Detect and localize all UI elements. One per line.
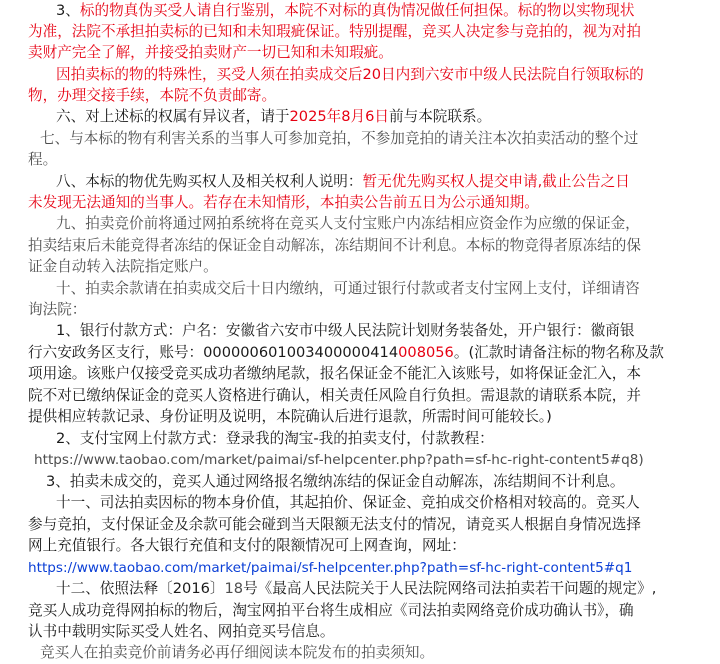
item-3-pickup-line-1: 因拍卖标的物的特殊性，买受人须在拍卖成交后20日内到六安市中级人民法院自行领取标的	[56, 66, 644, 83]
item-3-line-1	[0, 0, 720, 22]
item-8-line-2: 未发现无法通知的当事人。若存在未知情形，本拍卖公告前五日为公示通知期。	[28, 194, 539, 211]
item-10-line-1: 十、拍卖余款请在拍卖成交后十日内缴纳，可通过银行付款或者支付宝网上支付，详细请咨	[56, 280, 640, 297]
item-7-line-2: 程。	[28, 151, 58, 168]
item-3-text: 标的物真伪买受人请自行鉴别，本院不对标的真伪情况做任何担保。标的物以实物现状	[79, 2, 635, 19]
regulation-number: 18	[224, 580, 244, 597]
item-3-line-3: 卖财产完全了解，并接受拍卖财产一切已知和未知瑕疵。	[28, 44, 393, 61]
item-11-line-2: 参与竞拍，支付保证金及余款可能会碰到当天限额无法支付的情况，请竞买人根据自身情况选择	[28, 516, 641, 533]
item-3-number: 3、	[56, 2, 80, 19]
item-12-line-2: 竞买人成功竞得网拍标的物后，淘宝网拍平台将生成相应《司法拍卖网络竞价成功确认书》，确	[28, 602, 634, 619]
bank-payment-line-5: 提供相应转款记录、身份证明及说明，本院确认后进行退款，所需时间可能较长。)	[28, 408, 552, 425]
item-12-line-1: 十二、依照法释〔2016〕18号《最高人民法院关于人民法院网络司法拍卖若干问题的规定》,	[56, 580, 657, 597]
item-8-line-1: 八、本标的物优先购买权人及相关权利人说明：暂无优先购买权人提交申请,截止公告之日	[56, 173, 630, 190]
unsold-refund-line: 3、拍卖未成交的，竞买人通过网络报名缴纳冻结的保证金自动解冻，冻结期间不计利息。	[46, 473, 625, 490]
item-9-line-1: 九、拍卖竞价前将通过网拍系统将在竞买人支付宝账户内冻结相应资金作为应缴的保证金，	[56, 215, 640, 232]
bank-limit-query-link[interactable]: https://www.taobao.com/market/paimai/sf-helpcenter.php?path=sf-hc-right-content5#q1	[28, 560, 633, 576]
alipay-tutorial-link[interactable]: https://www.taobao.com/market/paimai/sf-helpcenter.php?path=sf-hc-right-content5#q8)	[34, 452, 644, 468]
item-6-line: 六、对上述标的权属有异议者，请于2025年8月6日前与本院联系。	[56, 108, 492, 125]
bank-payment-line-1: 1、银行付款方式：户名：安徽省六安市中级人民法院计划财务装备处，开户银行：徽商银	[56, 322, 635, 339]
item-9-line-2: 拍卖结束后未能竞得者冻结的保证金自动解冻，冻结期间不计利息。本标的物竞得者原冻结的保	[28, 237, 641, 254]
item-3-line-2: 为准，法院不承担拍卖标的已知和未知瑕疵保证。特别提醒，竞买人决定参与竞拍的，视为对拍	[28, 23, 641, 40]
bank-payment-line-4: 院不对已缴纳保证金的竞买人资格进行确认，相关责任风险自行负担。需退款的请联系本院，并	[28, 387, 641, 404]
alipay-payment-line: 2、支付宝网上付款方式：登录我的淘宝-我的拍卖支付，付款教程：	[56, 430, 494, 447]
item-7-line-1: 七、与本标的物有利害关系的当事人可参加竞拍，不参加竞拍的请关注本次拍卖活动的整个过	[40, 130, 639, 147]
objection-deadline-date: 2025年8月6日	[289, 108, 390, 125]
item-12-line-3: 认书中载明实际买受人姓名、网拍竞买号信息。	[28, 623, 335, 640]
bank-payment-line-2: 行六安政务区支行，账号：000000601003400000414008056。(汇款时请备注标的物名称及款	[28, 344, 664, 361]
item-10-line-2: 询法院：	[28, 301, 87, 318]
item-9-line-3: 证金自动转入法院指定账户。	[28, 258, 218, 275]
closing-reminder: 竞买人在拍卖竞价前请务必再仔细阅读本院发布的拍卖须知。	[40, 644, 435, 661]
item-11-line-1: 十一、司法拍卖因标的物本身价值，其起拍价、保证金、竞拍成交价格相对较高的。竞买人	[56, 494, 640, 511]
bank-payment-line-3: 项用途。该账户仅接受竞买成功者缴纳尾款，报名保证金不能汇入该账号，如将保证金汇入，本	[28, 365, 641, 382]
item-11-line-3: 网上充值银行。各大银行充值和支付的限额情况可上网查询，网址：	[28, 537, 466, 554]
item-8-red-text: 暂无优先购买权人提交申请,截止公告之日	[362, 173, 630, 190]
account-number-tail: 008056	[398, 344, 454, 361]
item-3-pickup-line-2: 物，办理交接手续，本院不负责邮寄。	[28, 87, 277, 104]
